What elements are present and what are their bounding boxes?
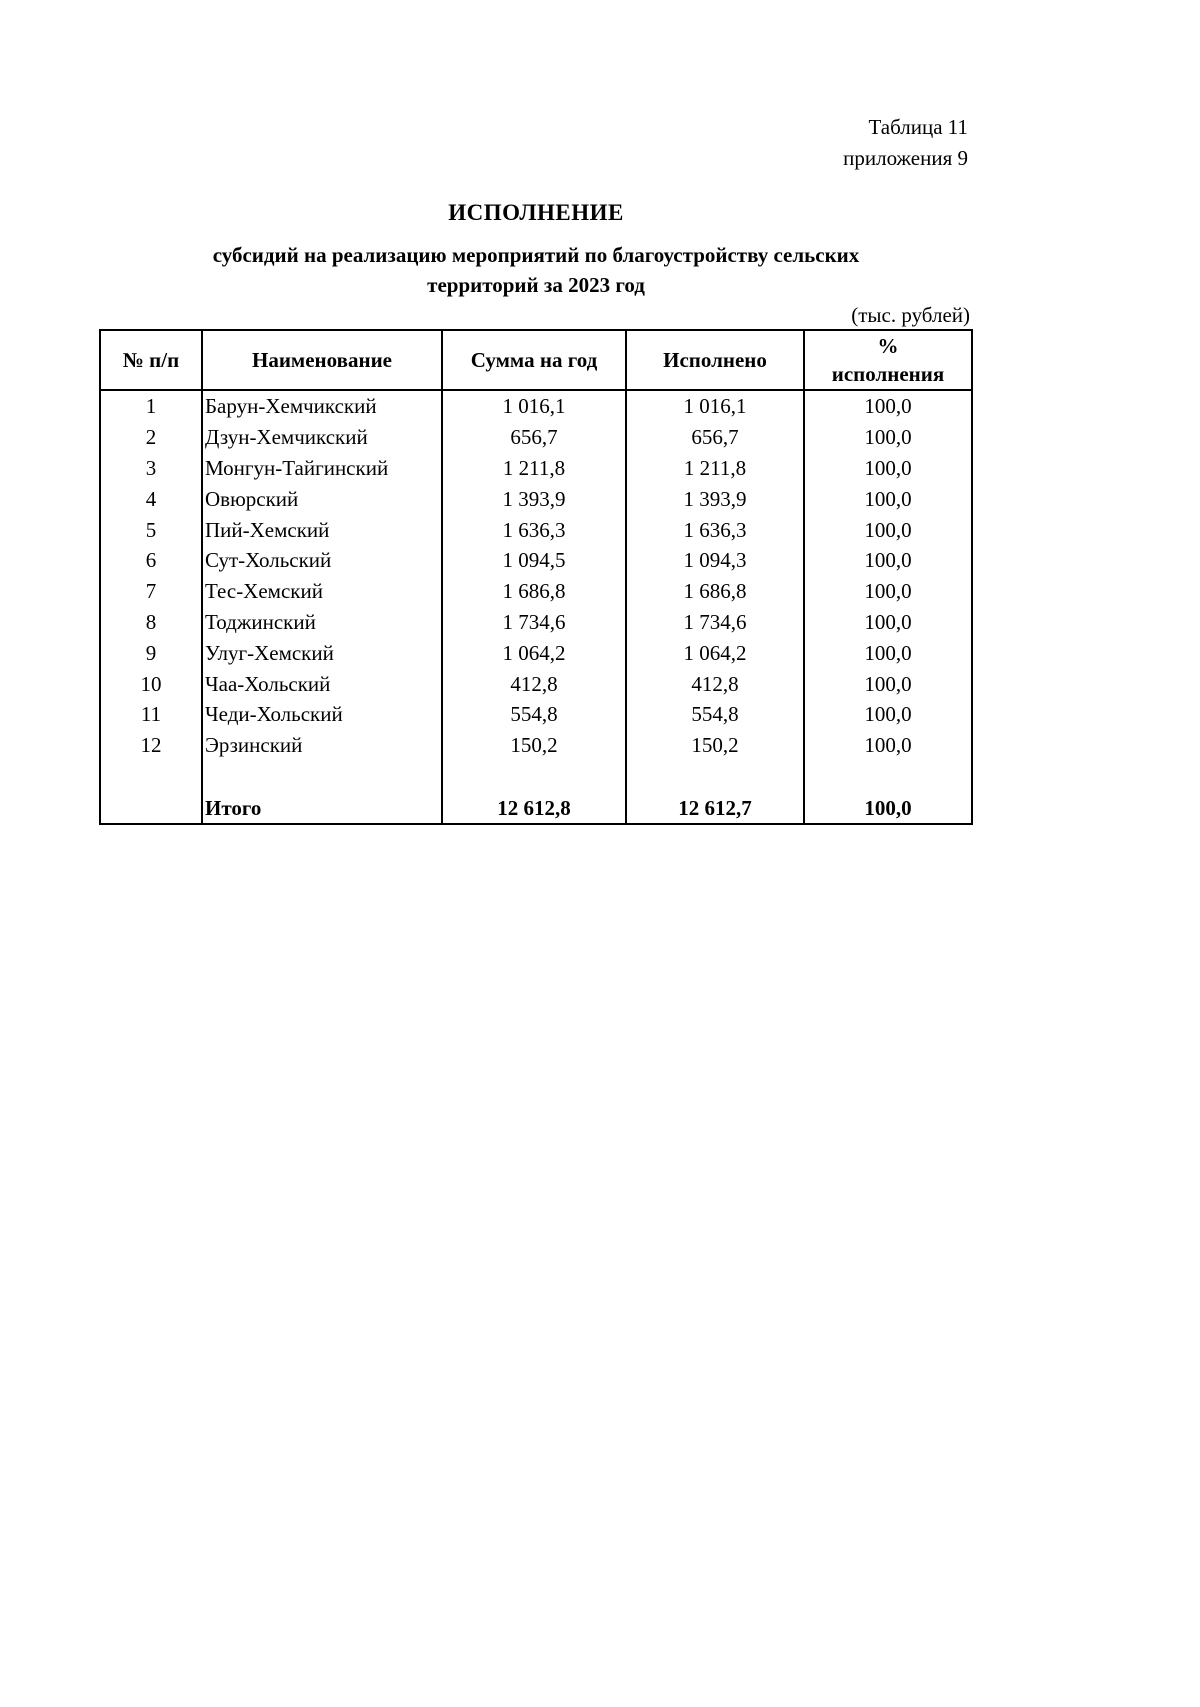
cell-name: Овюрский [202, 483, 442, 514]
cell-done: 1 636,3 [626, 514, 804, 545]
header-plan: Сумма на год [442, 330, 626, 390]
cell-done: 150,2 [626, 730, 804, 761]
cell-name: Чеди-Хольский [202, 699, 442, 730]
cell-percent: 100,0 [804, 668, 972, 699]
cell-percent: 100,0 [804, 483, 972, 514]
cell-num: 1 [100, 390, 202, 422]
document-subtitle [100, 240, 972, 300]
spacer-row [100, 761, 972, 793]
cell-plan: 1 393,9 [442, 483, 626, 514]
cell-plan: 1 064,2 [442, 637, 626, 668]
table-row [100, 576, 972, 607]
cell-percent: 100,0 [804, 545, 972, 576]
cell-num: 6 [100, 545, 202, 576]
cell-name: Барун-Хемчикский [202, 390, 442, 422]
total-cell-done: 12 612,7 [626, 793, 804, 824]
appendix-reference: приложения 9 [843, 146, 968, 170]
total-cell-plan: 12 612,8 [442, 793, 626, 824]
cell-done: 1 016,1 [626, 390, 804, 422]
total-row [100, 793, 972, 824]
cell-percent: 100,0 [804, 699, 972, 730]
cell-plan: 1 016,1 [442, 390, 626, 422]
cell-plan: 1 211,8 [442, 453, 626, 484]
cell-percent: 100,0 [804, 576, 972, 607]
cell-plan: 1 686,8 [442, 576, 626, 607]
table-row [100, 514, 972, 545]
cell-plan: 150,2 [442, 730, 626, 761]
table-row [100, 545, 972, 576]
cell-name: Пий-Хемский [202, 514, 442, 545]
cell-percent: 100,0 [804, 453, 972, 484]
table-row [100, 699, 972, 730]
cell-num: 7 [100, 576, 202, 607]
total-cell-name: Итого [202, 793, 442, 824]
units-note: (тыс. рублей) [851, 303, 970, 327]
subtitle-line-1: субсидий на реализацию мероприятий по благоустройству сельских [212, 243, 860, 267]
table-row [100, 390, 972, 422]
header-percent [804, 330, 972, 390]
spacer-cell [804, 761, 972, 793]
cell-done: 412,8 [626, 668, 804, 699]
header-name: Наименование [202, 330, 442, 390]
cell-num: 4 [100, 483, 202, 514]
subtitle-line-2: территорий за 2023 год [427, 273, 645, 297]
table-number: Таблица 11 [868, 115, 968, 139]
spacer-cell [626, 761, 804, 793]
cell-plan: 554,8 [442, 699, 626, 730]
cell-num: 3 [100, 453, 202, 484]
cell-done: 656,7 [626, 422, 804, 453]
cell-plan: 1 636,3 [442, 514, 626, 545]
execution-table [99, 329, 973, 825]
cell-num: 10 [100, 668, 202, 699]
cell-num: 9 [100, 637, 202, 668]
cell-plan: 1 734,6 [442, 607, 626, 638]
cell-name: Тоджинский [202, 607, 442, 638]
cell-name: Тес-Хемский [202, 576, 442, 607]
header-percent-label: исполнения [831, 362, 945, 386]
spacer-cell [100, 761, 202, 793]
table-row [100, 730, 972, 761]
cell-name: Монгун-Тайгинский [202, 453, 442, 484]
cell-plan: 1 094,5 [442, 545, 626, 576]
total-cell-percent: 100,0 [804, 793, 972, 824]
total-cell-num [100, 793, 202, 824]
cell-percent: 100,0 [804, 730, 972, 761]
cell-percent: 100,0 [804, 422, 972, 453]
table-reference [843, 112, 968, 174]
spacer-cell [202, 761, 442, 793]
cell-name: Эрзинский [202, 730, 442, 761]
table-row [100, 637, 972, 668]
header-done: Исполнено [626, 330, 804, 390]
cell-percent: 100,0 [804, 514, 972, 545]
cell-num: 11 [100, 699, 202, 730]
table-row [100, 607, 972, 638]
cell-done: 1 393,9 [626, 483, 804, 514]
table-row [100, 453, 972, 484]
cell-done: 1 686,8 [626, 576, 804, 607]
header-num: № п/п [100, 330, 202, 390]
cell-percent: 100,0 [804, 637, 972, 668]
cell-num: 8 [100, 607, 202, 638]
cell-name: Дзун-Хемчикский [202, 422, 442, 453]
cell-plan: 412,8 [442, 668, 626, 699]
table-body [100, 390, 972, 824]
cell-done: 1 094,3 [626, 545, 804, 576]
cell-name: Чаа-Хольский [202, 668, 442, 699]
table-row [100, 483, 972, 514]
table-header-row [100, 330, 972, 390]
cell-done: 1 064,2 [626, 637, 804, 668]
document-title: ИСПОЛНЕНИЕ [448, 200, 624, 225]
table-row [100, 668, 972, 699]
cell-percent: 100,0 [804, 390, 972, 422]
cell-name: Сут-Хольский [202, 545, 442, 576]
cell-done: 554,8 [626, 699, 804, 730]
cell-done: 1 734,6 [626, 607, 804, 638]
cell-num: 5 [100, 514, 202, 545]
cell-num: 12 [100, 730, 202, 761]
cell-plan: 656,7 [442, 422, 626, 453]
cell-name: Улуг-Хемский [202, 637, 442, 668]
table-row [100, 422, 972, 453]
spacer-cell [442, 761, 626, 793]
cell-percent: 100,0 [804, 607, 972, 638]
header-percent-sign: % [877, 334, 899, 358]
cell-done: 1 211,8 [626, 453, 804, 484]
cell-num: 2 [100, 422, 202, 453]
